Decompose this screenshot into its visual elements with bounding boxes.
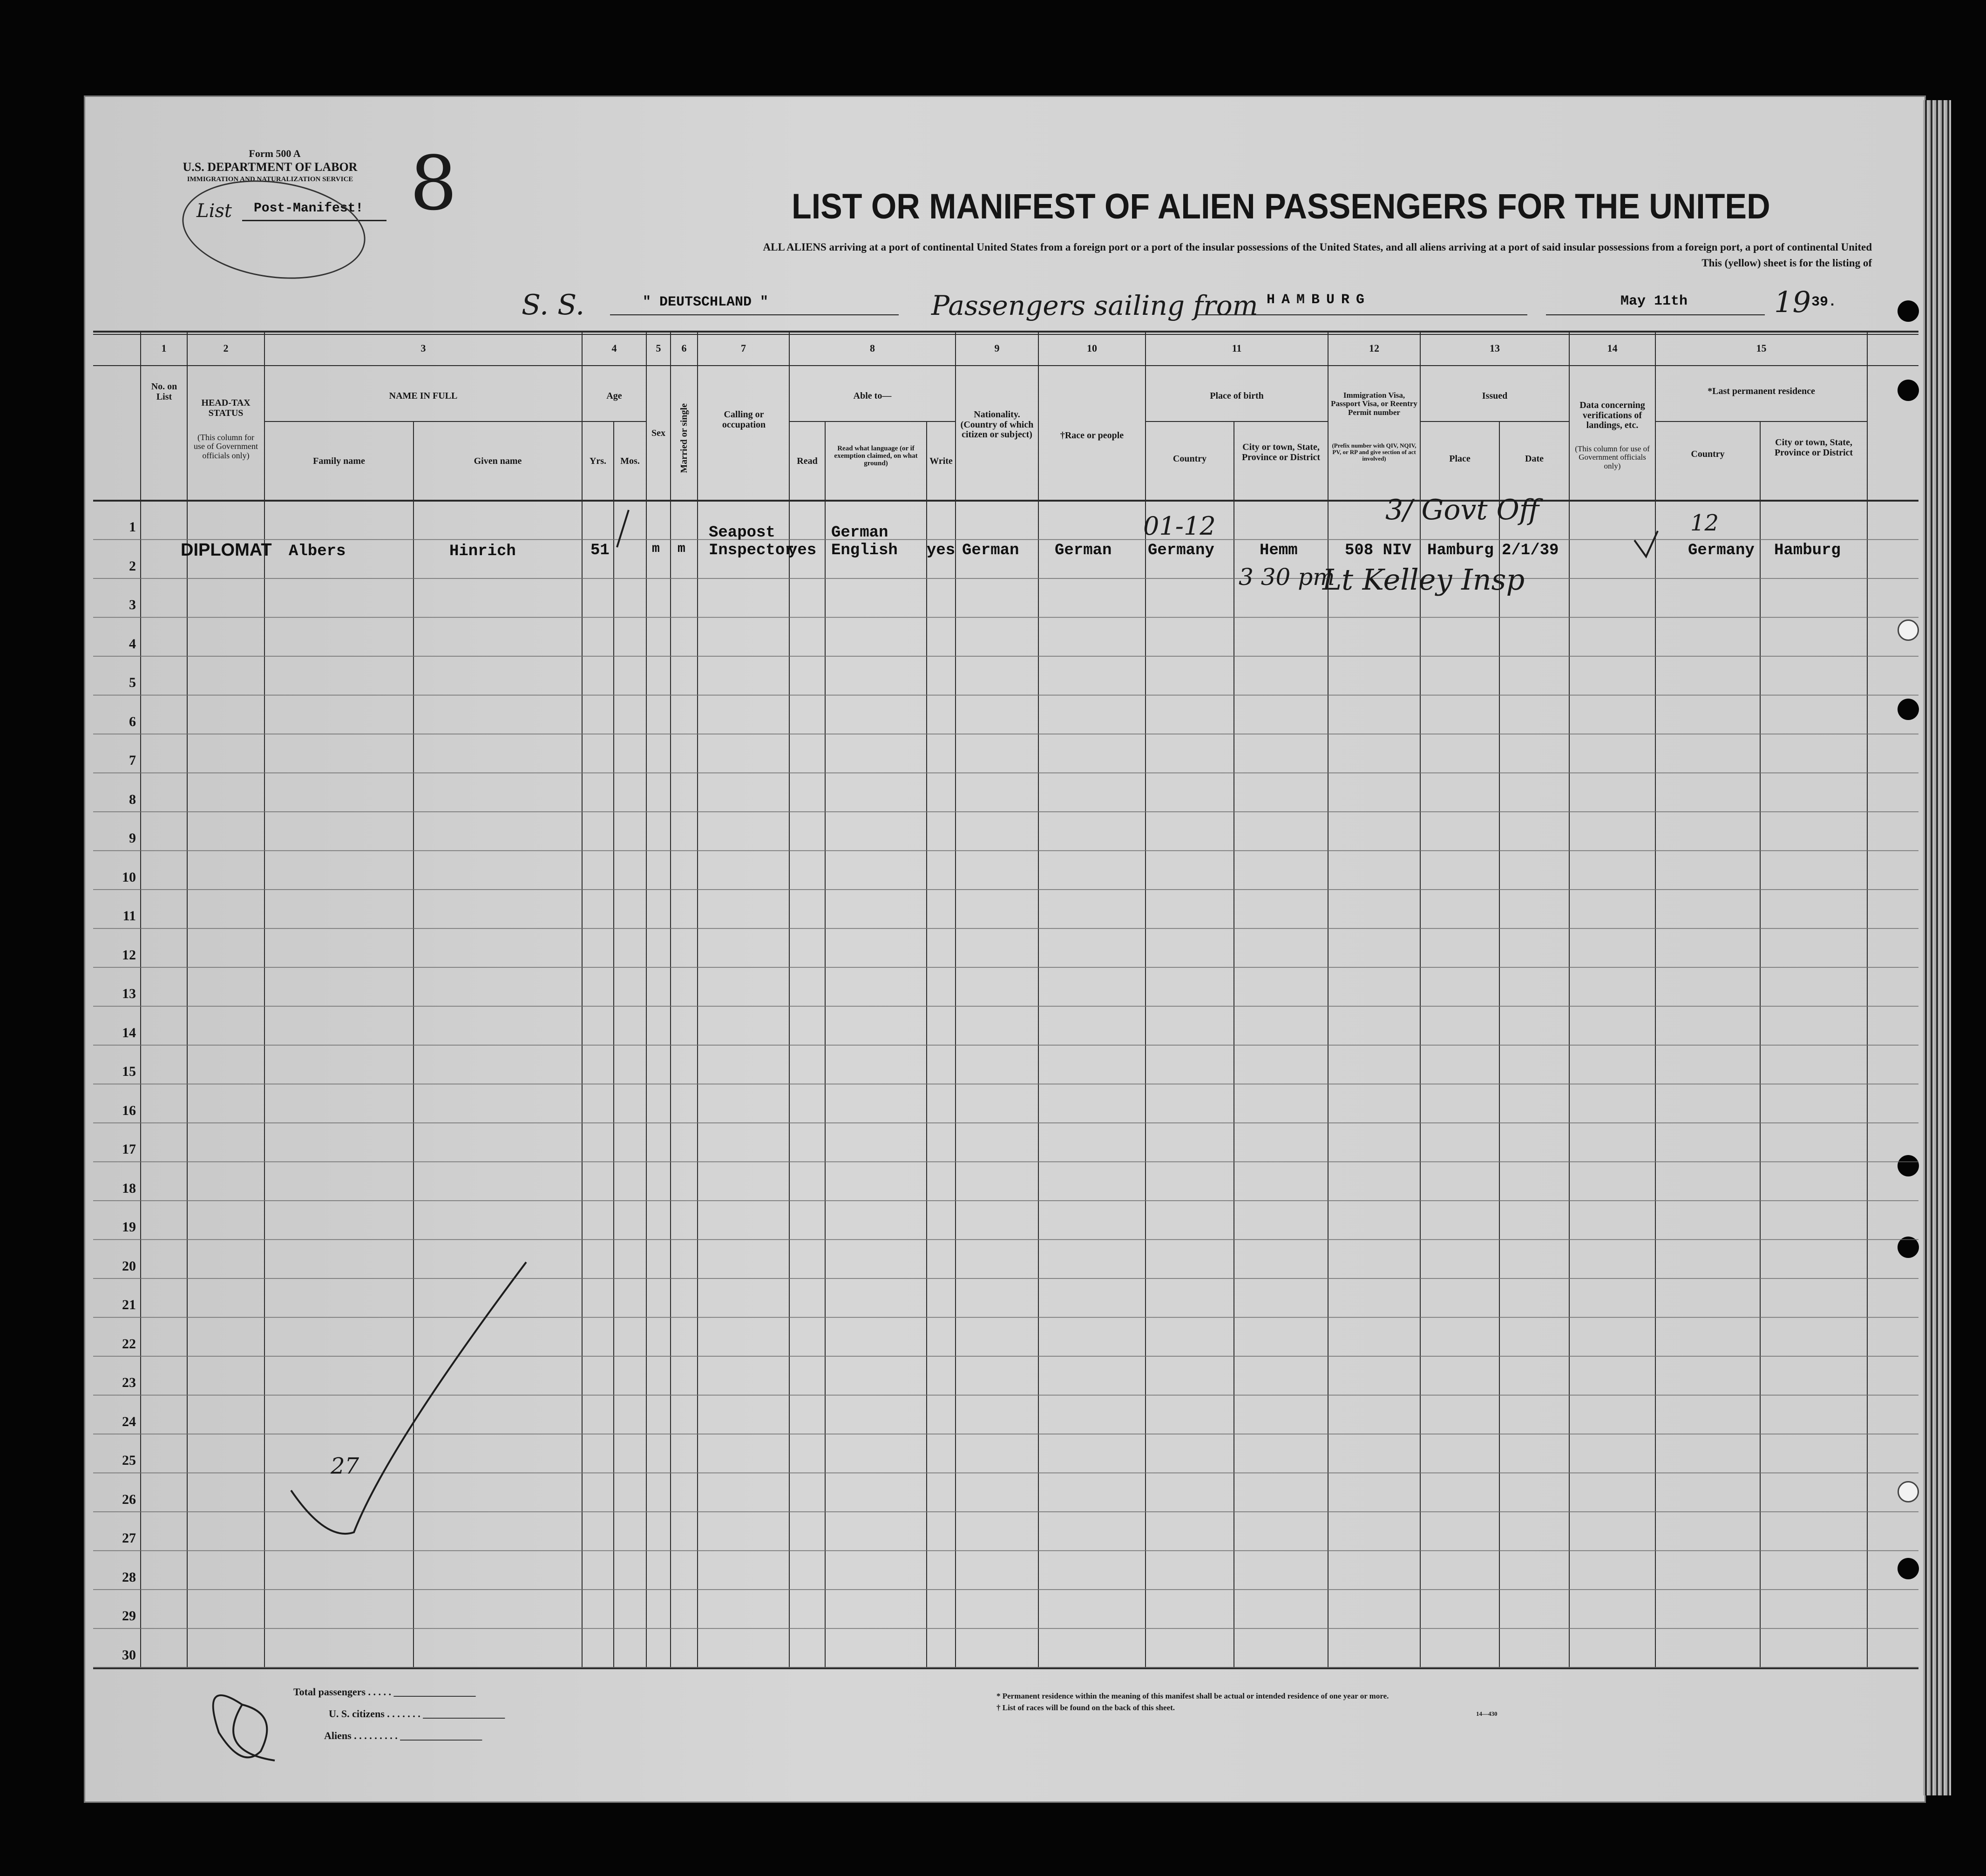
header-calling: Calling or occupation [722,409,766,430]
row-number: 3 [129,597,136,612]
entry-birth-country: Germany [1148,542,1214,559]
entry-res-country: Germany [1688,542,1755,559]
header-res-city: City or town, State, Province or District [1774,437,1853,458]
row-number: 11 [122,908,136,924]
row-number: 30 [122,1647,136,1663]
row-number: 12 [122,947,136,963]
row-number: 23 [122,1375,136,1390]
row-number: 26 [122,1491,136,1507]
header-city: City or town, State, Province or District [1241,442,1321,462]
col-number: 13 [1490,342,1500,354]
year-suffix: 39. [1811,294,1837,310]
handwritten-time: 3 30 pm [1239,564,1335,591]
intro-line-1: ALL ALIENS arriving at a port of continental United States from a foreign port or a port of the insular possessions of the United States, and all aliens arriving at a port of said insular possessions from a foreign port, a port of continental United [763,241,1872,253]
year-prefix: 19 [1774,285,1811,319]
entry-nationality: German [962,542,1019,559]
col-number: 4 [611,342,617,354]
entry-language-1: German [831,524,888,542]
entry-res-city: Hamburg [1774,542,1841,559]
us-citizens-label: U. S. citizens . . . . . . . ________________ [329,1708,505,1720]
header-race: †Race or people [1060,430,1124,441]
entry-write: yes [927,542,956,559]
col-number: 9 [994,342,1000,354]
entry-given-name: Hinrich [449,543,516,560]
row-number: 6 [129,714,136,729]
entry-issued-date: 2/1/39 [1502,542,1559,559]
col-number: 7 [741,342,746,354]
aliens-label: Aliens . . . . . . . . . ________________ [324,1730,482,1741]
total-passengers-label: Total passengers . . . . . ________________ [293,1686,476,1698]
col-number: 14 [1607,342,1618,354]
header-sex: Sex [651,428,665,438]
header-last-residence: *Last permanent residence [1708,386,1815,396]
header-age: Age [606,391,622,401]
header-mos: Mos. [620,456,640,466]
header-data-concerning: Data concerning verifications of landings, etc. [1579,400,1645,431]
manifest-title: LIST OR MANIFEST OF ALIEN PASSENGERS FOR THE UNITED [792,187,1770,226]
entry-race: German [1055,542,1112,559]
row-number: 18 [122,1180,136,1196]
col-number: 11 [1232,342,1242,354]
header-head-tax: HEAD-TAX STATUS [201,398,251,418]
handwritten-signature: Lt Kelley Insp [1322,563,1525,597]
entry-sex: m [652,542,660,556]
col-number: 12 [1369,342,1379,354]
header-data-note: (This column for use of Government officials only) [1575,444,1650,470]
row-number: 15 [122,1064,136,1079]
handwritten-tally: 27 [331,1453,359,1479]
header-place-of-birth: Place of birth [1210,391,1264,401]
entry-language-2: English [831,542,898,559]
header-married: Married or single [679,403,690,473]
row-number: 1 [129,519,136,535]
row-number: 29 [122,1608,136,1624]
entry-calling-1: Seapost [709,524,775,542]
sailing-date: May 11th [1620,293,1688,309]
header-name-in-full: NAME IN FULL [389,391,458,401]
ship-name: " DEUTSCHLAND " [643,294,769,310]
col-number: 1 [161,342,167,354]
header-nationality: Nationality. (Country of which citizen or subject) [960,409,1034,440]
row-number: 21 [122,1297,136,1312]
header-country: Country [1173,454,1207,464]
entry-visa: 508 NIV [1345,542,1411,559]
row-number: 27 [122,1530,136,1546]
row-number: 24 [122,1414,136,1429]
entry-head-tax: DIPLOMAT [181,540,272,560]
col-number: 8 [870,342,875,354]
entry-calling-2: Inspector [709,542,794,559]
entry-family-name: Albers [289,543,346,560]
row-number: 8 [129,791,136,807]
departure-port: HAMBURG [1267,292,1371,308]
header-visa-note: (Prefix number with QIV, NQIV, PV, or RP and give section of act involved) [1332,442,1417,462]
row-number: 16 [122,1102,136,1118]
header-read: Read [797,456,818,466]
header-place: Place [1449,454,1471,464]
col-number: 3 [420,342,426,354]
row-number: 22 [122,1336,136,1352]
header-able-to: Able to— [853,391,892,401]
header-write: Write [929,456,953,466]
row-number: 17 [122,1142,136,1157]
handwritten-birth-code: 01-12 [1143,511,1216,541]
row-number: 2 [129,558,136,574]
row-number: 7 [129,753,136,768]
row-number: 19 [122,1219,136,1235]
header-date: Date [1525,454,1544,464]
header-issued: Issued [1482,391,1508,401]
form-number: Form 500 A [249,148,301,159]
list-mark: 8 [410,140,457,227]
entry-age-yrs: 51 [590,542,610,559]
row-number: 20 [122,1258,136,1274]
row-number: 28 [122,1569,136,1585]
row-number: 9 [129,830,136,846]
header-res-country: Country [1691,449,1725,459]
col-number: 15 [1756,342,1767,354]
row-number: 4 [129,636,136,652]
form-code: 14—430 [1476,1710,1498,1717]
entry-issued-place: Hamburg [1427,542,1494,559]
row-number: 25 [122,1453,136,1468]
footnote-residence: * Permanent residence within the meaning of this manifest shall be actual or intended residence of one year or more. [996,1692,1389,1700]
header-yrs: Yrs. [589,456,607,466]
footnote-races: † List of races will be found on the back of this sheet. [996,1703,1175,1712]
list-label: List [197,200,232,222]
col-number: 10 [1087,342,1097,354]
col-number: 5 [656,342,661,354]
header-family-name: Family name [313,456,365,466]
row-number: 5 [129,675,136,690]
entry-read: yes [788,542,817,559]
department-name: U.S. DEPARTMENT OF LABOR [183,160,358,174]
sailing-label: Passengers sailing from [931,290,1258,321]
header-head-tax-note: (This column for use of Government officials only) [194,433,258,460]
handwritten-visa-note: 3/ Govt Off [1385,494,1539,526]
header-visa: Immigration Visa, Passport Visa, or Reentry Permit number [1331,391,1417,417]
service-name: IMMIGRATION AND NATURALIZATION SERVICE [187,176,353,183]
col-number: 2 [223,342,229,354]
row-number: 10 [122,869,136,885]
header-no-on-list: No. on List [151,381,177,402]
ss-label: S. S. [522,289,585,321]
col-number: 6 [681,342,687,354]
entry-married: m [678,542,685,556]
list-value: Post-Manifest! [254,201,364,216]
intro-line-2: This (yellow) sheet is for the listing of [1701,257,1872,269]
header-read-language: Read what language (or if exemption claimed, on what ground) [834,445,918,468]
header-given-name: Given name [474,456,522,466]
entry-birth-city: Hemm [1260,542,1298,559]
handwritten-residence-code: 12 [1690,510,1719,536]
row-number: 13 [122,986,136,1001]
row-number: 14 [122,1025,136,1040]
